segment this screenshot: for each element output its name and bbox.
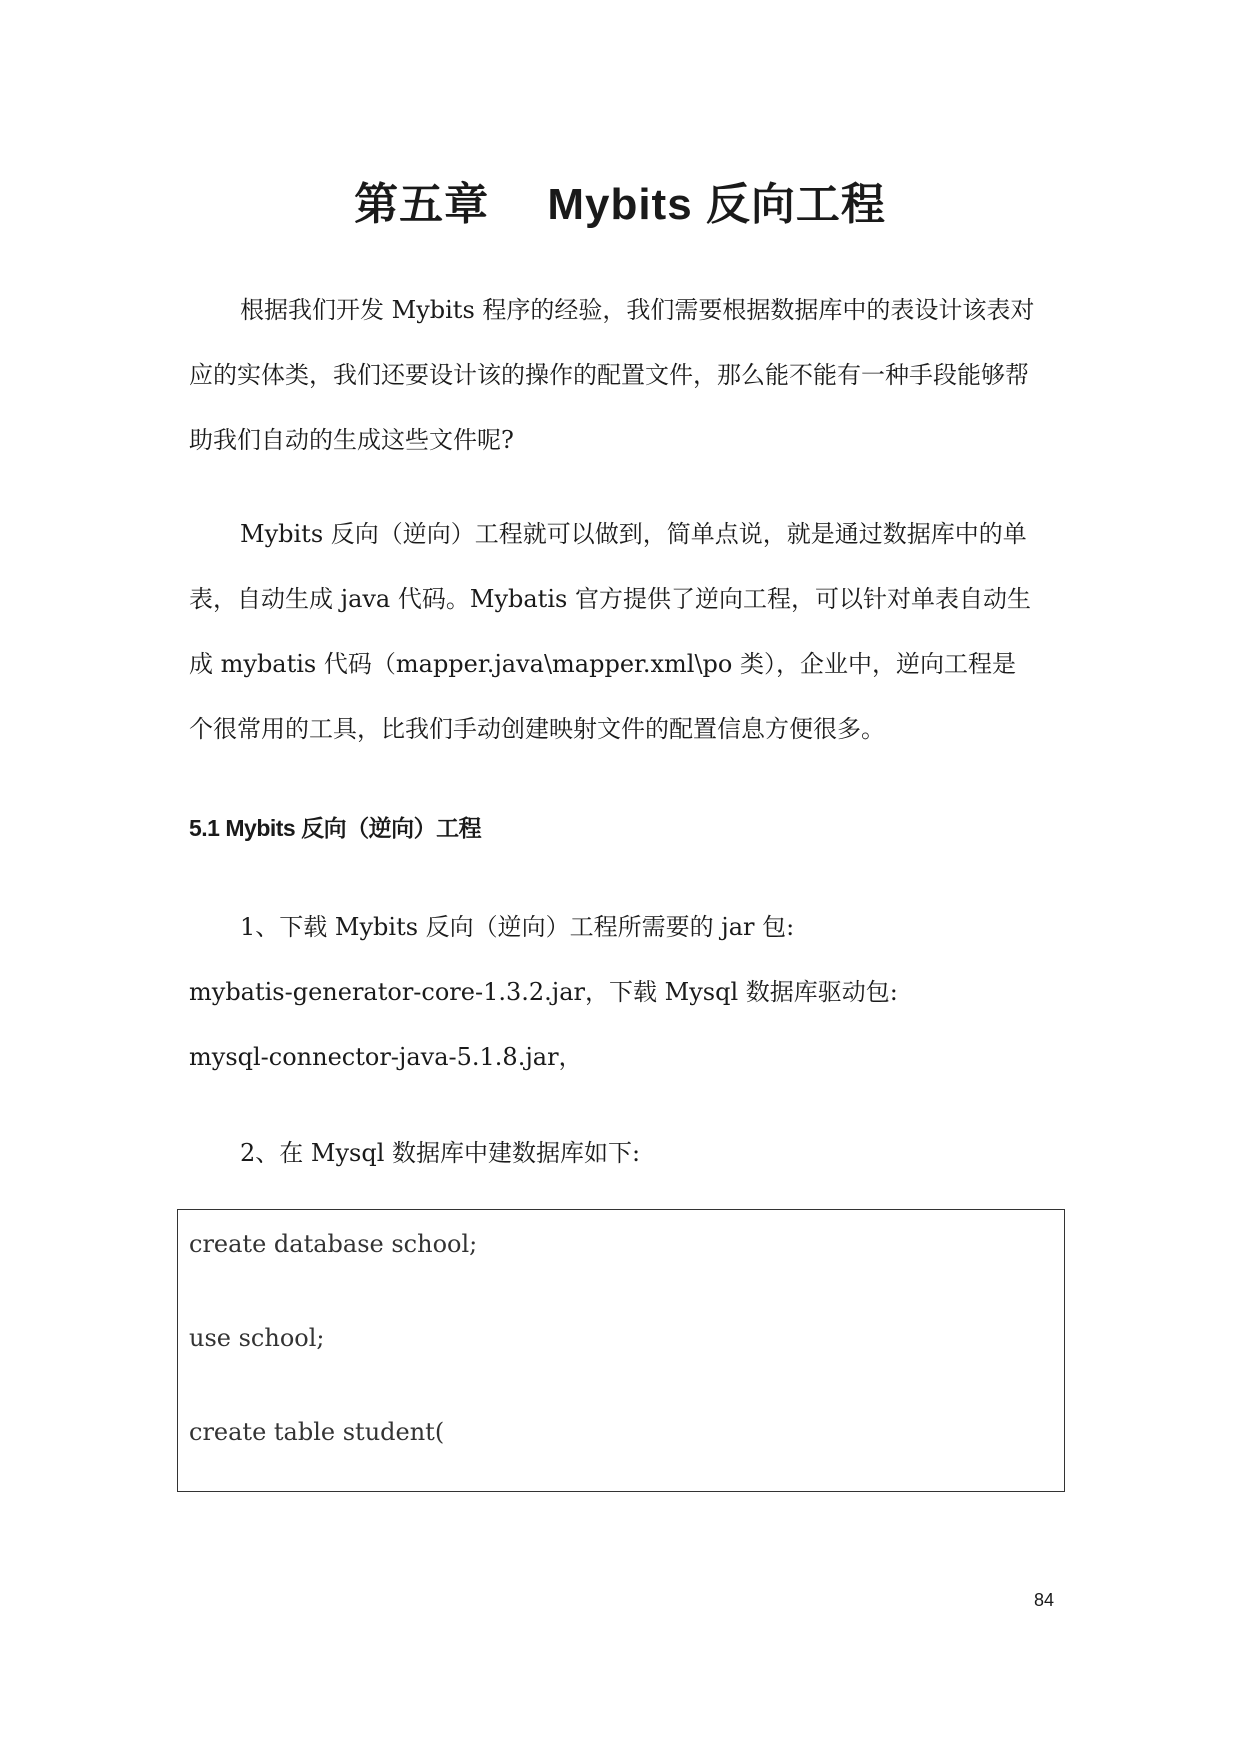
explain-line-4: 个很常用的工具，比我们手动创建映射文件的配置信息方便很多。 [189, 715, 885, 743]
code-line-1: create database school; [189, 1230, 478, 1258]
explain-paragraph [189, 502, 1055, 762]
intro-line-3: 助我们自动的生成这些文件呢? [189, 426, 514, 454]
explain-line-3: 成 mybatis 代码（mapper.java\mapper.xml\po 类），企业中，逆向工程是 [189, 650, 1017, 678]
intro-line-2: 应的实体类，我们还要设计该的操作的配置文件，那么能不能有一种手段能够帮 [189, 361, 1029, 389]
step1-paragraph [189, 895, 1055, 1090]
step1-line-1: 1、下载 Mybits 反向（逆向）工程所需要的 jar 包: [240, 913, 795, 941]
explain-line-2: 表，自动生成 java 代码。Mybatis 官方提供了逆向工程，可以针对单表自动生 [189, 585, 1031, 613]
chapter-title: 第五章 Mybits 反向工程 [354, 180, 886, 229]
section-heading: 5.1 Mybits 反向（逆向）工程 [189, 815, 482, 841]
code-block [177, 1209, 1065, 1492]
explain-line-1: Mybits 反向（逆向）工程就可以做到，简单点说，就是通过数据库中的单 [240, 520, 1027, 548]
intro-line-1: 根据我们开发 Mybits 程序的经验，我们需要根据数据库中的表设计该表对 [240, 296, 1035, 324]
step2-line: 2、在 Mysql 数据库中建数据库如下: [240, 1139, 641, 1167]
step2-paragraph [189, 1121, 1055, 1186]
page-number: 84 [1033, 1590, 1054, 1610]
step1-line-2: mybatis-generator-core-1.3.2.jar，下载 Mysql 数据库驱动包: [189, 978, 898, 1006]
code-line-2: use school; [189, 1324, 325, 1352]
code-line-3: create table student( [189, 1418, 445, 1446]
step1-line-3: mysql-connector-java-5.1.8.jar， [189, 1043, 583, 1071]
intro-paragraph [189, 278, 1055, 473]
